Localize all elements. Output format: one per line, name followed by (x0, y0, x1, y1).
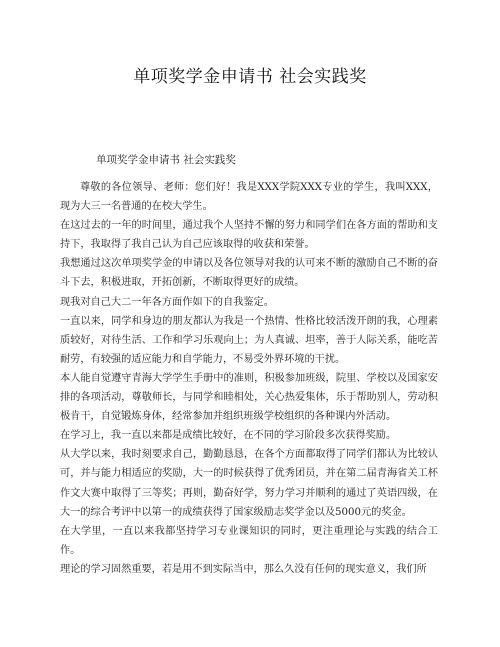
paragraph: 现我对自己大二一年各方面作如下的自我鉴定。 (60, 296, 274, 308)
paragraph: 理论的学习固然重要，若是用不到实际当中，那么久没有任何的现实意义，我们所 (60, 563, 427, 575)
document-body (60, 178, 438, 579)
paragraph: 本人能自觉遵守青海大学学生手册中的准则，积极参加班级，院里、学校以及国家安排的各项活动，尊敬师长，与同学和睦相处，关心热爱集体，乐于帮助别人，劳动积极肯干，自觉锻炼身体，经常参加并组织班级学校组织的各种课内外活动。 (60, 372, 438, 423)
paragraph: 在这过去的一年的时间里，通过我个人坚持不懈的努力和同学们在各方面的帮助和支持下，我取得了我自己认为自己应该取得的收获和荣誉。 (60, 220, 438, 251)
paragraph: 在大学里，一直以来我都坚持学习专业课知识的同时，更注重理论与实践的结合工作。 (60, 525, 438, 556)
paragraph: 一直以来，同学和身边的朋友都认为我是一个热情、性格比较活泼开朗的我，心理素质较好，对待生活、工作和学习乐观向上；为人真诚、坦率，善于人际关系，能吃苦耐劳，有较强的适应能力和自学能力，不易受外界环境的干扰。 (60, 315, 438, 365)
paragraph: 在学习上，我一直以来都是成绩比较好，在不同的学习阶段多次获得奖励。 (60, 430, 397, 442)
paragraph: 从大学以来，我时刻要求自己，勤勤恳恳，在各个方面都取得了同学们都认为比较认可，并与能力相适应的奖励，大一的时候获得了优秀团员，并在第二届青海省关工杯作文大赛中取得了三等奖；再则，勤奋好学，努力学习并顺利的通过了英语四级，在大一的综合考评中以第一的成绩获得了国家级励志奖学金以及5000元的奖金。 (60, 449, 438, 518)
document-subtitle: 单项奖学金申请书 社会实践奖 (96, 154, 236, 166)
paragraph-greeting: 尊敬的各位领导、老师：您们好！我是XXX学院XXX专业的学生，我叫XXX，现为大三一名普通的在校大学生。 (60, 182, 438, 213)
document-title: 单项奖学金申请书 社会实践奖 (133, 67, 367, 87)
paragraph: 我想通过这次单项奖学金的申请以及各位领导对我的认可来不断的激励自己不断的奋斗下去，积极进取，开拓创新，不断取得更好的成绩。 (60, 258, 438, 289)
